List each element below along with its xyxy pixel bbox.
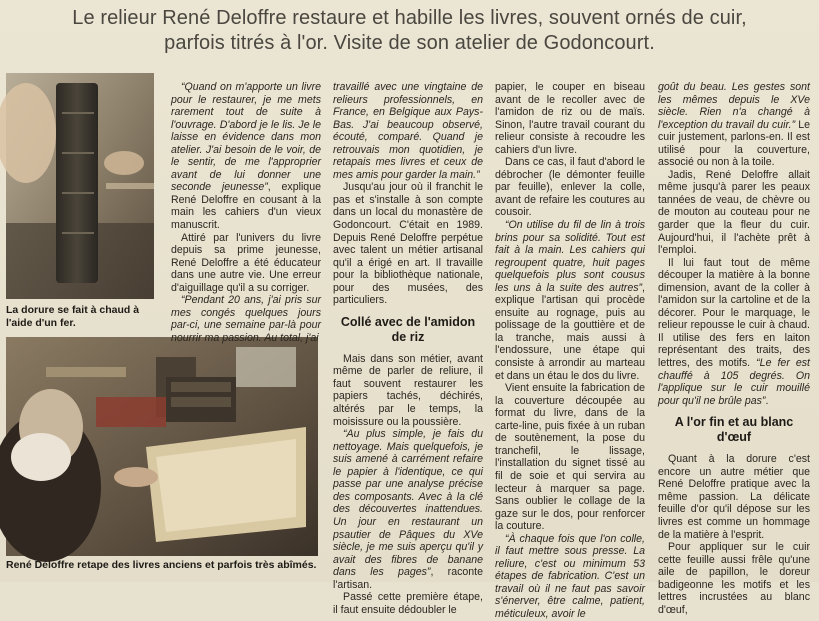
caption-bottom: René Deloffre retape des livres anciens et parfois très abîmés.	[6, 559, 317, 571]
article-column-1	[171, 81, 321, 344]
c1-text-2: Attiré par l'univers du livre depuis sa prime jeunesse, René Deloffre a été éducateur dans une autre vie. Une erreur d'aiguillage qu'il a su corriger.	[171, 231, 321, 294]
c2-paragraph-5	[333, 591, 483, 616]
c3-paragraph-4	[495, 382, 645, 533]
c2-text-5: Passé cette première étape, il faut ensuite dédoubler le	[333, 591, 483, 616]
c2-paragraph-1	[333, 81, 483, 181]
headline-line-2: parfois titrés à l'or. Visite de son atelier de Godoncourt.	[164, 32, 655, 54]
article-column-3	[495, 81, 645, 620]
headline-line-1: Le relieur René Deloffre restaure et habille les livres, souvent ornés de cuir,	[72, 7, 747, 29]
article-column-2	[333, 81, 483, 616]
c2-paragraph-4	[333, 428, 483, 591]
c4-text-4: Quant à la dorure c'est encore un autre métier que René Deloffre pratique avec la même passion. La délicate feuille d'or qu'il dépose sur les livres est comme un hommage de la matière à l'esprit.	[658, 453, 810, 541]
c1-paragraph-1	[171, 81, 321, 232]
c3-paragraph-5	[495, 533, 645, 621]
subhead-amidon: Collé avec de l'amidon de riz	[340, 314, 476, 344]
c4-paragraph-3	[658, 257, 810, 408]
c4-paragraph-1	[658, 81, 810, 169]
c2-paragraph-2	[333, 181, 483, 306]
c2-text-3: Mais dans son métier, avant même de parler de reliure, il faut souvent restaurer les papiers tachés, déchirés, altérés par le temps, la moisissure ou la poussière.	[333, 352, 483, 428]
c1-paragraph-3	[171, 294, 321, 344]
c3-quote-3: “On utilise du fil de lin à trois brins pour sa solidité. Tout est fait à la main. Les cahiers qui regroupent quatre, huit pages quelquefois plus sont cousus les uns à la suite des autres”	[495, 219, 645, 294]
subhead-or-fin: A l'or fin et au blanc d'œuf	[674, 415, 794, 445]
c1-quote-1: “Quand on m'apporte un livre pour le restaurer, je me mets rarement tout de suite à l'ouvrage. D'abord je le lis. Je le laisse en évidence dans mon atelier. J'ai besoin de le voir, de le sentir, de me l'approprier avant de lui donner une seconde jeunesse”	[171, 81, 321, 194]
c4-quote-1: goût du beau. Les gestes sont les mêmes depuis le XVe siècle. Rien n'a changé à l'exception du travail du cuir.”	[658, 81, 810, 131]
c2-text-2: Jusqu'au jour où il franchit le pas et s'installe à son compte dans un local du monastère de Godoncourt. C'était en 1989. Depuis René Deloffre perpétue avec talent un métier artisanal qu'il a érigé en art. Il travaille pour la bibliothèque nationale, pour des musées, des particuliers.	[333, 181, 483, 307]
photo-gilding-image	[6, 73, 154, 299]
c3-paragraph-1	[495, 81, 645, 156]
c3-text-3: , explique l'artisan qui procède ensuite au rognage, puis au polissage de la gouttière et de la tranche, mais aussi à l'endossure, une étape qui consiste à arrondir au marteau et dans un étau le dos du livre.	[495, 281, 645, 382]
article-column-4	[658, 81, 810, 616]
c4-quote-3: “Le fer est chauffé à 105 degrés. On l'applique sur le cuir mouillé pour qu'il ne brûle pas”	[658, 357, 810, 407]
c3-paragraph-3	[495, 219, 645, 382]
photo-craftsman	[6, 337, 318, 556]
c3-text-4: Vient ensuite la fabrication de la couverture découpée au format du livre, dans de la carte-line, puis fixée à un ruban de soutènement, la pose du tranchefil, le lissage, l'installation du signet tissé au fil de soie et qui servira au lecteur à marquer sa page. Sans oublier le collage de la gaze sur le dos, pour renforcer la couture.	[495, 382, 645, 533]
caption-top: La dorure se fait à chaud à l'aide d'un fer.	[6, 304, 140, 329]
c4-text-3b: .	[765, 394, 769, 407]
c3-text-2: Dans ce cas, il faut d'abord le débrocher (le démonter feuille par feuille), enlever la colle, avant de refaire les coutures au cousoir.	[495, 156, 645, 219]
photo-gilding	[6, 73, 154, 299]
c1-quote-3: “Pendant 20 ans, j'ai pris sur mes congés quelques jours par-ci, une semaine par-là pour nourrir ma passion. Au total, j'ai	[171, 294, 321, 344]
c4-text-5: Pour appliquer sur le cuir cette feuille aussi frêle qu'une aile de papillon, le doreur badigeonne les motifs et les lettres incrustées au blanc d'œuf,	[658, 541, 810, 616]
c2-quote-1: travaillé avec une vingtaine de relieurs professionnels, en France, en Belgique aux Pays-Bas. J'ai beaucoup observé, écouté, comparé. Quand je retrouvais mon quotidien, je retapais mes livres et ceux de mes amis pour garder la main.”	[333, 81, 483, 181]
c4-paragraph-5	[658, 541, 810, 616]
c2-quote-4: “Au plus simple, je fais du nettoyage. Mais quelquefois, je suis amené à carrément refaire le papier à l'identique, ce qui passe par une analyse précise des composants. Avec à la clé des découvertes inattendues. Un jour en restaurant un psautier de Pâques du XVe siècle, je me suis aperçu qu'il y avait des fibres de banane dans les pages”	[333, 428, 483, 579]
photo-craftsman-image	[6, 337, 318, 556]
c4-paragraph-2	[658, 169, 810, 257]
c4-text-3: Il lui faut tout de même découper la matière à la bonne dimension, avant de la coller à l'amidon sur la cartoline et de la décorer. Pour le marquage, le relieur repousse le cuir à chaud. Il utilise des fers en laiton représentant des traits, des lettres, des motifs.	[658, 256, 810, 370]
c3-quote-5: “À chaque fois que l'on colle, il faut mettre sous presse. La reliure, c'est ou minimum 53 étapes de fabrication. C'est un travail où il ne faut pas savoir s'énerver, être calme, patient, méticuleux, avoir le	[495, 532, 645, 620]
c2-paragraph-3	[333, 353, 483, 428]
c4-text-1: Le cuir justement, parlons-en. Il est utilisé pour la couverture, associé ou non à la toile.	[658, 118, 810, 169]
c1-paragraph-2	[171, 232, 321, 295]
c4-paragraph-4	[658, 453, 810, 541]
c3-text-1: papier, le couper en biseau avant de le recoller avec de l'amidon de riz ou de maïs. Sinon, l'autre travail courant du relieur consiste à recoudre les cahiers d'un livre.	[495, 81, 645, 156]
c4-text-2: Jadis, René Deloffre allait même jusqu'à parer les peaux tannées de veau, de chèvre ou de mouton au couteau pour ne garder que la fleur du cuir. Aujourd'hui, il l'achète prêt à l'emploi.	[658, 168, 810, 257]
c3-paragraph-2	[495, 156, 645, 219]
headline	[20, 6, 799, 56]
c1-text-1: , explique René Deloffre en cousant à la main les cahiers d'un vieux manuscrit.	[171, 181, 321, 232]
c2-text-4: , raconte l'artisan.	[333, 566, 483, 591]
